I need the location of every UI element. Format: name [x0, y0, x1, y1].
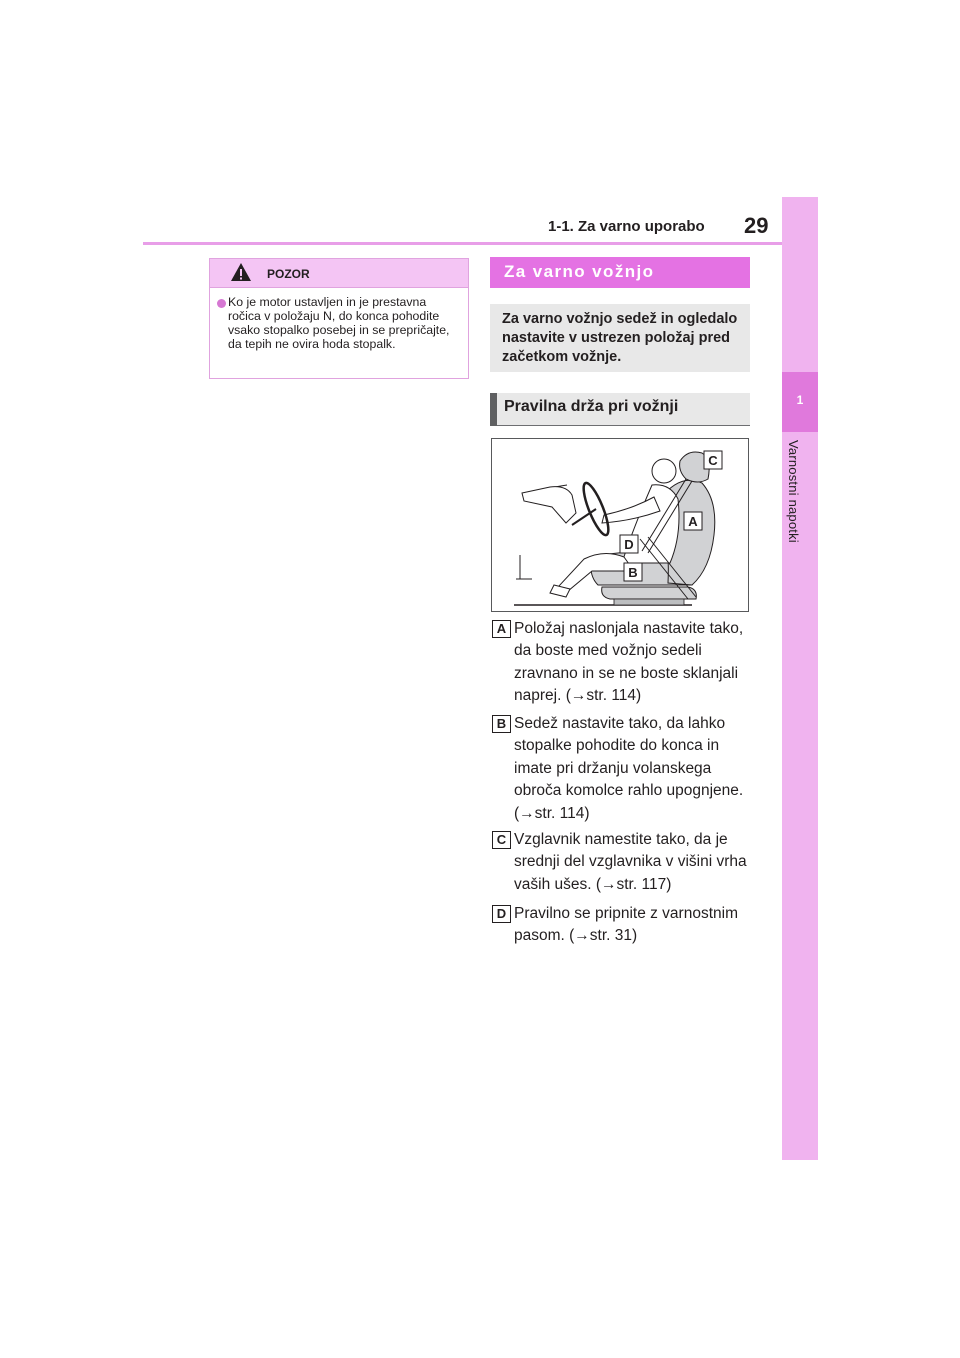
callout-label-d: D	[624, 537, 634, 552]
callout-label-b: B	[628, 565, 638, 580]
callout-A	[684, 512, 702, 530]
caution-text: Ko je motor ustavljen in je prestavna ročica v položaju N, do konca pohodite vsako stopalko posebej in se prepričajte, da tepih ne ovira hoda stopalk.	[228, 295, 450, 351]
item-marker: C	[492, 831, 511, 849]
header-divider	[143, 242, 783, 245]
item-marker: D	[492, 905, 511, 923]
item-marker: A	[492, 620, 511, 638]
list-item	[490, 829, 750, 896]
bullet-icon	[217, 299, 226, 308]
caution-title: POZOR	[267, 267, 310, 281]
section-intro: Za varno vožnjo sedež in ogledalo nastavite v ustrezen položaj pred začetkom vožnje.	[490, 304, 750, 372]
driving-posture-illustration	[491, 438, 749, 612]
subheading-marker	[490, 393, 497, 426]
item-text: Vzglavnik namestite tako, da je srednji del vzglavnika v višini vrha vaših ušes. (→str. 117)	[514, 831, 747, 893]
section-title: Za varno vožnjo	[504, 262, 655, 281]
warning-triangle-icon	[230, 262, 252, 287]
item-text: Sedež nastavite tako, da lahko stopalke pohodite do konca in imate pri držanju volanskega obroča komolce rahlo upognjene. (→str. 114)	[514, 715, 744, 822]
chapter-side-tab	[782, 197, 818, 1160]
item-text: Položaj naslonjala nastavite tako, da boste med vožnjo sedeli zravnano in se ne boste sklanjali naprej. (→str. 114)	[514, 620, 744, 705]
caution-body	[210, 288, 468, 351]
caution-header	[210, 259, 468, 288]
section-header-title: 1-1. Za varno uporabo	[548, 218, 705, 235]
list-item	[490, 618, 750, 708]
callout-D	[620, 535, 638, 553]
subheading-bar	[490, 393, 750, 426]
callout-C	[704, 451, 722, 469]
item-text: Pravilno se pripnite z varnostnim pasom. (→str. 31)	[514, 905, 738, 945]
caution-box	[209, 258, 469, 379]
callout-label-a: A	[688, 514, 698, 529]
list-item	[490, 713, 750, 825]
subheading: Pravilna drža pri vožnji	[504, 398, 679, 415]
chapter-title: Varnostni napotki	[786, 440, 801, 543]
item-marker: B	[492, 715, 511, 733]
list-item	[490, 903, 750, 948]
section-title-bar	[490, 257, 750, 288]
driver-seated-illustration	[492, 439, 748, 611]
callout-label-c: C	[708, 453, 718, 468]
page-number: 29	[744, 213, 769, 238]
chapter-number: 1	[796, 393, 804, 407]
callout-B	[624, 563, 642, 581]
